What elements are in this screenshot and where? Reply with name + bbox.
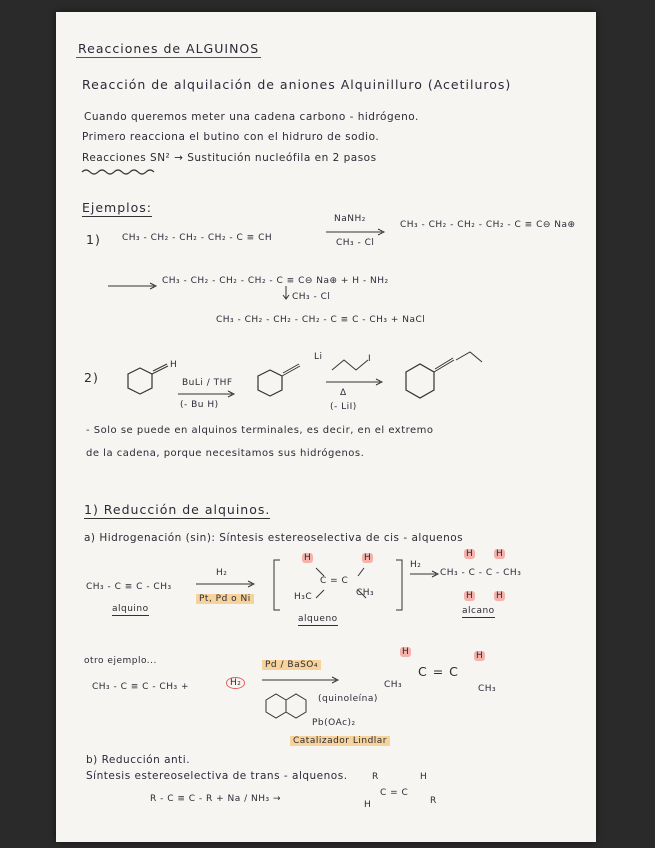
reaction-arrow	[178, 390, 238, 398]
example2-reagent2b: (- LiI)	[330, 402, 357, 412]
example2-H: H	[170, 360, 178, 370]
section1-heading: Reacción de alquilación de aniones Alquinilluro (Acetiluros)	[82, 77, 512, 92]
alkyne-label: alquino	[112, 604, 149, 614]
alkane-H1: H	[466, 549, 474, 559]
cis-right-group: CH₃	[478, 684, 497, 694]
other-reactant: CH₃ - C ≡ C - CH₃ +	[92, 682, 189, 692]
lindlar-top: Pd / BaSO₄	[262, 660, 321, 670]
section1-line1: Cuando queremos meter una cadena carbono - hidrógeno.	[84, 111, 419, 123]
section1-line2: Primero reacciona el butino con el hidruro de sodio.	[82, 131, 380, 143]
note-line1: - Solo se puede en alquinos terminales, es decir, en el extremo	[86, 425, 434, 436]
example1-line2: CH₃ - CH₂ - CH₂ - CH₂ - C ≡ C⊖ Na⊕ + H - NH₂	[162, 276, 389, 286]
section2-a-title: a) Hidrogenación (sin): Síntesis estereoselectiva de cis - alquenos	[84, 532, 464, 544]
trans-core: C = C	[380, 788, 409, 798]
example2-reagent1: BuLi / THF	[182, 378, 233, 388]
alkane-H3: H	[466, 591, 474, 601]
cis-left-group: CH₃	[384, 680, 403, 690]
alkane-formula: CH₃ - C - C - CH₃	[440, 568, 522, 578]
h2-reagent: H₂	[216, 568, 228, 578]
alkene-H-right: H	[364, 553, 372, 563]
down-arrow	[282, 286, 290, 300]
example1-reactant: CH₃ - CH₂ - CH₂ - CH₂ - C ≡ CH	[122, 233, 273, 243]
quinoline-label: (quinoleína)	[318, 694, 378, 704]
alkene-right-group: CH₃	[356, 588, 375, 598]
alkyne-formula: CH₃ - C ≡ C - CH₃	[86, 582, 172, 592]
title-underline	[76, 57, 261, 58]
cis-H1: H	[402, 647, 410, 657]
example1-number: 1)	[86, 232, 101, 247]
alkene-H-left: H	[304, 553, 312, 563]
lindlar-catalyst-label: Catalizador Lindlar	[290, 736, 390, 746]
example1-reagent-bottom: CH₃ - Cl	[336, 238, 375, 248]
reaction-arrow	[410, 570, 440, 578]
alkane-label: alcano	[462, 606, 495, 616]
other-example-label: otro ejemplo...	[84, 656, 157, 666]
cyclohexyl-acetylide-structure	[252, 360, 322, 410]
trans-H2: H	[364, 800, 372, 810]
example1-line3: CH₃ - CH₂ - CH₂ - CH₂ - C ≡ C - CH₃ + NaCl	[216, 315, 426, 325]
alkane-H2: H	[496, 549, 504, 559]
alkene-label: alqueno	[298, 614, 338, 624]
example2-Li: Li	[314, 352, 323, 362]
alkene-core: C = C	[320, 576, 349, 586]
note-line2: de la cadena, porque necesitamos sus hidrógenos.	[86, 448, 365, 459]
examples-label: Ejemplos:	[82, 200, 153, 215]
example2-number: 2)	[84, 370, 99, 385]
section2-heading: 1) Reducción de alquinos.	[84, 502, 271, 517]
example2-delta: Δ	[340, 388, 347, 398]
example2-I: I	[368, 354, 372, 364]
reaction-arrow	[196, 580, 258, 588]
trans-R1: R	[372, 772, 379, 782]
trans-equation: R - C ≡ C - R + Na / NH₃ →	[150, 794, 282, 804]
alkane-H4: H	[496, 591, 504, 601]
example1-line2-sub: CH₃ - Cl	[292, 292, 331, 302]
example1-reagent-top: NaNH₂	[334, 214, 366, 224]
catalyst-label: Pt, Pd o Ni	[196, 594, 254, 604]
section2-b-title: b) Reducción anti.	[86, 754, 191, 766]
trans-R2: R	[430, 796, 437, 806]
section1-line3: Reacciones SN² → Sustitución nucleófila en 2 pasos	[82, 152, 377, 164]
page-title: Reacciones de ALGUINOS	[78, 41, 260, 56]
reaction-arrow	[326, 228, 386, 236]
lead-acetate: Pb(OAc)₂	[312, 718, 356, 728]
quinoline-structure	[262, 690, 318, 724]
h2-circled: H₂	[226, 677, 245, 689]
product-structure	[398, 350, 508, 410]
cis-H2: H	[476, 651, 484, 661]
reaction-arrow	[108, 282, 158, 290]
example2-reagent1b: (- Bu H)	[180, 400, 219, 410]
cyclohexyl-alkyne-structure	[118, 360, 178, 410]
cis-core: C = C	[418, 664, 459, 679]
reaction-arrow	[326, 378, 386, 386]
section2-b-subtitle: Síntesis estereoselectiva de trans - alquenos.	[86, 770, 348, 782]
alkene-left-group: H₃C	[294, 592, 313, 602]
h2-reagent-2: H₂	[410, 560, 422, 570]
reaction-arrow	[262, 676, 342, 684]
propyl-iodide-structure	[332, 356, 372, 374]
wavy-underline	[82, 168, 154, 176]
example1-product: CH₃ - CH₂ - CH₂ - CH₂ - C ≡ C⊖ Na⊕	[400, 220, 576, 230]
trans-H1: H	[420, 772, 428, 782]
alkene-brackets	[272, 558, 404, 614]
